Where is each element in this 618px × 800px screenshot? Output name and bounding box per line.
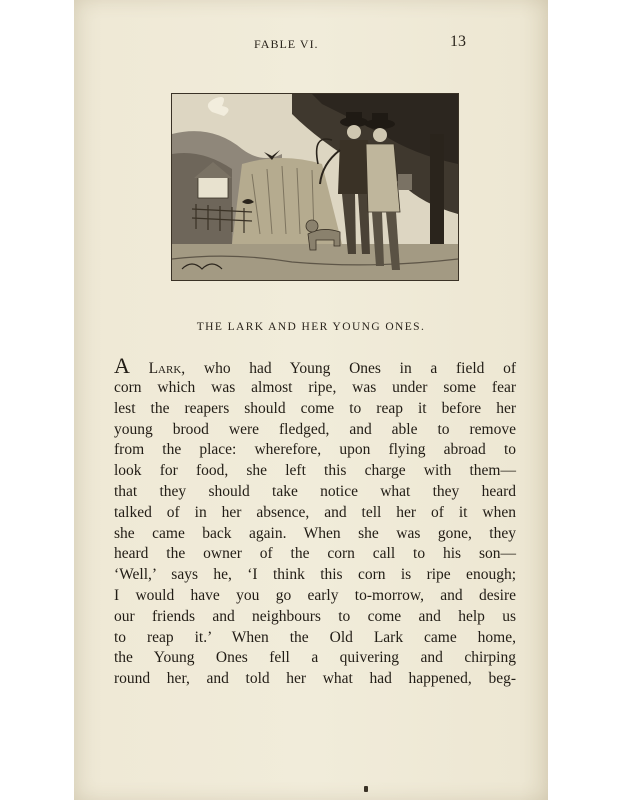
text-line: that they should take notice what they heard	[114, 482, 516, 500]
text-line: ‘Well,’ says he, ‘I think this corn is ripe enough;	[114, 566, 516, 584]
book-page	[74, 0, 548, 800]
text-line: round her, and told her what had happened, beg-	[114, 670, 516, 688]
text-line: lest the reapers should come to reap it before her	[114, 399, 516, 417]
page-speck	[364, 786, 368, 792]
first-line-rest: who had Young Ones in a field of	[203, 360, 517, 377]
first-word: Lark,	[148, 360, 186, 377]
text-line	[114, 354, 516, 378]
text-line: young brood were fledged, and able to remove	[114, 420, 516, 438]
text-line: the Young Ones fell a quivering and chirping	[114, 649, 516, 667]
text-line: look for food, she left this charge with them—	[114, 462, 516, 480]
text-line: to reap it.’ When the Old Lark came home,	[114, 628, 516, 646]
fable-title: THE LARK AND HER YOUNG ONES.	[196, 321, 426, 333]
text-line: from the place: wherefore, upon flying abroad to	[114, 441, 516, 459]
text-line: our friends and neighbours to come and help us	[114, 607, 516, 625]
fable-text	[114, 354, 516, 690]
drop-cap: A	[114, 353, 130, 378]
engraving-illustration	[171, 93, 459, 281]
engraving-image	[172, 94, 458, 280]
text-line: she came back again. When she was gone, they	[114, 524, 516, 542]
text-line: heard the owner of the corn call to his son—	[114, 545, 516, 563]
text-line: corn which was almost ripe, was under some fear	[114, 379, 516, 396]
text-line: talked of in her absence, and tell her of it when	[114, 503, 516, 521]
text-line: I would have you go early to-morrow, and desire	[114, 586, 516, 604]
page-number: 13	[450, 33, 466, 50]
running-head: FABLE VI.	[254, 37, 319, 51]
